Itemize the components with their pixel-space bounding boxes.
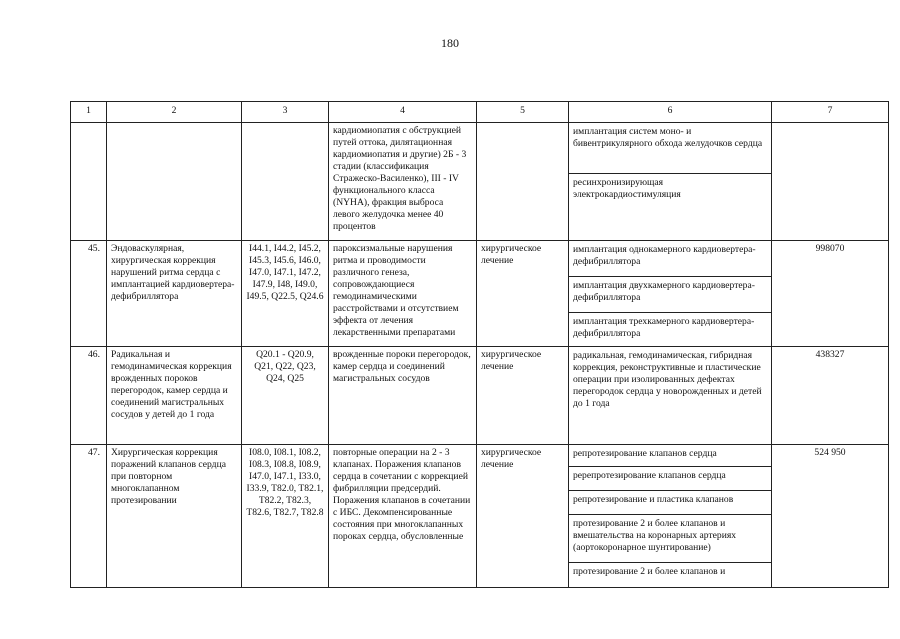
header-cell: 6: [569, 102, 772, 123]
method-cell: Радикальная и гемодинамическая коррекция врожденных пороков перегородок, камер сердца и соединений магистральных сосудов у детей до 1 года: [107, 347, 242, 445]
header-cell: 2: [107, 102, 242, 123]
header-row: [71, 102, 889, 123]
procedure-item: имплантация трехкамерного кардиовертера-дефибриллятора: [573, 316, 755, 339]
procedure-item: имплантация систем моно- и бивентрикулярного обхода желудочков сердца: [569, 123, 771, 174]
procedure-item: протезирование 2 и более клапанов и вмешательства на коронарных артериях (аортокоронарное шунтирование): [569, 515, 771, 563]
treatment-type-cell: хирургическое лечение: [477, 347, 569, 445]
row-number-cell: 47.: [71, 445, 107, 588]
procedure-item: репротезирование клапанов сердца: [569, 445, 771, 467]
cost-cell: 524 950: [772, 445, 889, 588]
treatment-type-cell: [477, 123, 569, 241]
services-table: [70, 101, 889, 588]
table-row: [71, 123, 889, 241]
row-number-cell: 45.: [71, 241, 107, 347]
method-cell: Хирургическая коррекция поражений клапанов сердца при повторном многоклапанном протезировании: [107, 445, 242, 588]
procedures-cell: [569, 445, 772, 588]
method-cell: [107, 123, 242, 241]
procedure-item: имплантация двухкамерного кардиовертера-дефибриллятора: [569, 277, 771, 313]
method-cell: Эндоваскулярная, хирургическая коррекция нарушений ритма сердца с имплантацией кардиовертера-дефибриллятора: [107, 241, 242, 347]
procedures-cell: [569, 347, 772, 445]
table-row: [71, 241, 889, 347]
diagnosis-cell: врожденные пороки перегородок, камер сердца и соединений магистральных сосудов: [329, 347, 477, 445]
table-row: [71, 347, 889, 445]
icd-codes-cell: Q20.1 - Q20.9, Q21, Q22, Q23, Q24, Q25: [242, 347, 329, 445]
header-cell: 5: [477, 102, 569, 123]
header-cell: 3: [242, 102, 329, 123]
procedure-item: протезирование 2 и более клапанов и: [573, 566, 726, 577]
row-number-cell: [71, 123, 107, 241]
table-row: [71, 445, 889, 588]
procedure-item: имплантация однокамерного кардиовертера-дефибриллятора: [569, 241, 771, 277]
treatment-type-cell: хирургическое лечение: [477, 241, 569, 347]
procedure-item: радикальная, гемодинамическая, гибридная коррекция, реконструктивные и пластические операции при изолированных дефектах перегородок сердца у новорожденных и детей до 1 года: [573, 350, 762, 409]
diagnosis-cell: кардиомиопатия с обструкцией путей оттока, дилятационная кардиомиопатия и другие) 2Б - 3 стадии (классификация Стражеско-Василенко), III - IV функционального класса (NYHA), фракция выброса левого желудочка менее 40 процентов: [329, 123, 477, 241]
page-number: 180: [441, 36, 459, 50]
procedure-item: ререпротезирование клапанов сердца: [569, 467, 771, 491]
procedure-item: ресинхронизирующая электрокардиостимуляция: [573, 177, 681, 200]
diagnosis-cell: пароксизмальные нарушения ритма и проводимости различного генеза, сопровождающиеся гемодинамическими расстройствами и отсутствием эффекта от лечения лекарственными препаратами: [329, 241, 477, 347]
procedure-item: репротезирование и пластика клапанов: [569, 491, 771, 515]
header-cell: 4: [329, 102, 477, 123]
treatment-type-cell: хирургическое лечение: [477, 445, 569, 588]
header-cell: 7: [772, 102, 889, 123]
header-cell: 1: [71, 102, 107, 123]
icd-codes-cell: I44.1, I44.2, I45.2, I45.3, I45.6, I46.0, I47.0, I47.1, I47.2, I47.9, I48, I49.0, I49.5, Q22.5, Q24.6: [242, 241, 329, 347]
procedures-cell: [569, 241, 772, 347]
diagnosis-cell: повторные операции на 2 - 3 клапанах. Поражения клапанов сердца в сочетании с коррекцией фибрилляции предсердий. Поражения клапанов в сочетании с ИБС. Декомпенсированные состояния при многоклапанных пороках сердца, обусловленные: [329, 445, 477, 588]
row-number-cell: 46.: [71, 347, 107, 445]
icd-codes-cell: [242, 123, 329, 241]
cost-cell: [772, 123, 889, 241]
procedures-cell: [569, 123, 772, 241]
cost-cell: 998070: [772, 241, 889, 347]
icd-codes-cell: I08.0, I08.1, I08.2, I08.3, I08.8, I08.9, I47.0, I47.1, I33.0, I33.9, T82.0, T82.1, T82.2, T82.3, T82.6, T82.7, T82.8: [242, 445, 329, 588]
cost-cell: 438327: [772, 347, 889, 445]
